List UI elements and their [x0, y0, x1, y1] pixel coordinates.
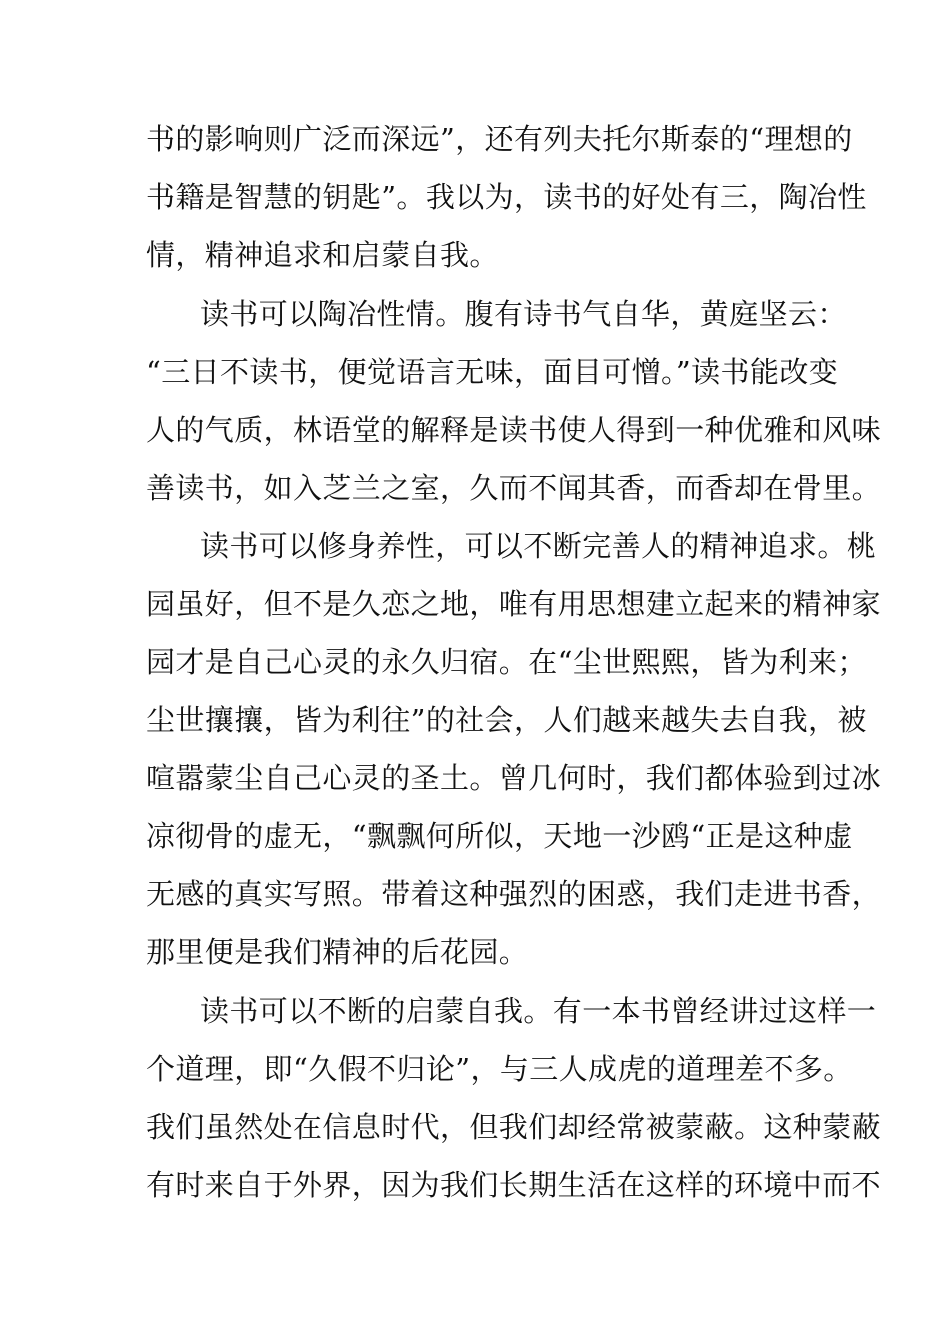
text-line: 情，精神追求和启蒙自我。	[146, 238, 499, 272]
paragraph-first-line: 读书可以修身养性，可以不断完善人的精神追求。桃	[200, 529, 877, 563]
paragraph-first-line: 读书可以不断的启蒙自我。有一本书曾经讲过这样一	[200, 994, 877, 1028]
text-line: 个道理，即“久假不归论”，与三人成虎的道理差不多。	[146, 1052, 853, 1086]
text-line: 我们虽然处在信息时代，但我们却经常被蒙蔽。这种蒙蔽	[146, 1110, 882, 1144]
paragraph-first-line: 读书可以陶冶性情。腹有诗书气自华，黄庭坚云：	[200, 297, 847, 331]
text-line: 善读书，如入芝兰之室，久而不闻其香，而香却在骨里。	[146, 471, 882, 505]
text-line: 无感的真实写照。带着这种强烈的困惑，我们走进书香，	[146, 877, 882, 911]
text-line: 有时来自于外界，因为我们长期生活在这样的环境中而不	[146, 1168, 882, 1202]
text-line: 园虽好，但不是久恋之地，唯有用思想建立起来的精神家	[146, 587, 882, 621]
text-line: 书的影响则广泛而深远”，还有列夫托尔斯泰的“理想的	[146, 122, 853, 156]
text-line: 书籍是智慧的钥匙”。我以为，读书的好处有三，陶冶性	[146, 180, 867, 214]
text-line: 那里便是我们精神的后花园。	[146, 935, 529, 969]
text-line: 凉彻骨的虚无，“飘飘何所似，天地一沙鸥“正是这种虚	[146, 819, 853, 853]
text-line: 园才是自己心灵的永久归宿。在“尘世熙熙，皆为利来；	[146, 645, 867, 679]
text-line: 人的气质，林语堂的解释是读书使人得到一种优雅和风味	[146, 413, 882, 447]
text-line: 尘世攘攘，皆为利往”的社会，人们越来越失去自我，被	[146, 703, 867, 737]
text-line: “三日不读书，便觉语言无味，面目可憎。”读书能改变	[146, 355, 839, 389]
text-line: 喧嚣蒙尘自己心灵的圣土。曾几何时，我们都体验到过冰	[146, 761, 882, 795]
